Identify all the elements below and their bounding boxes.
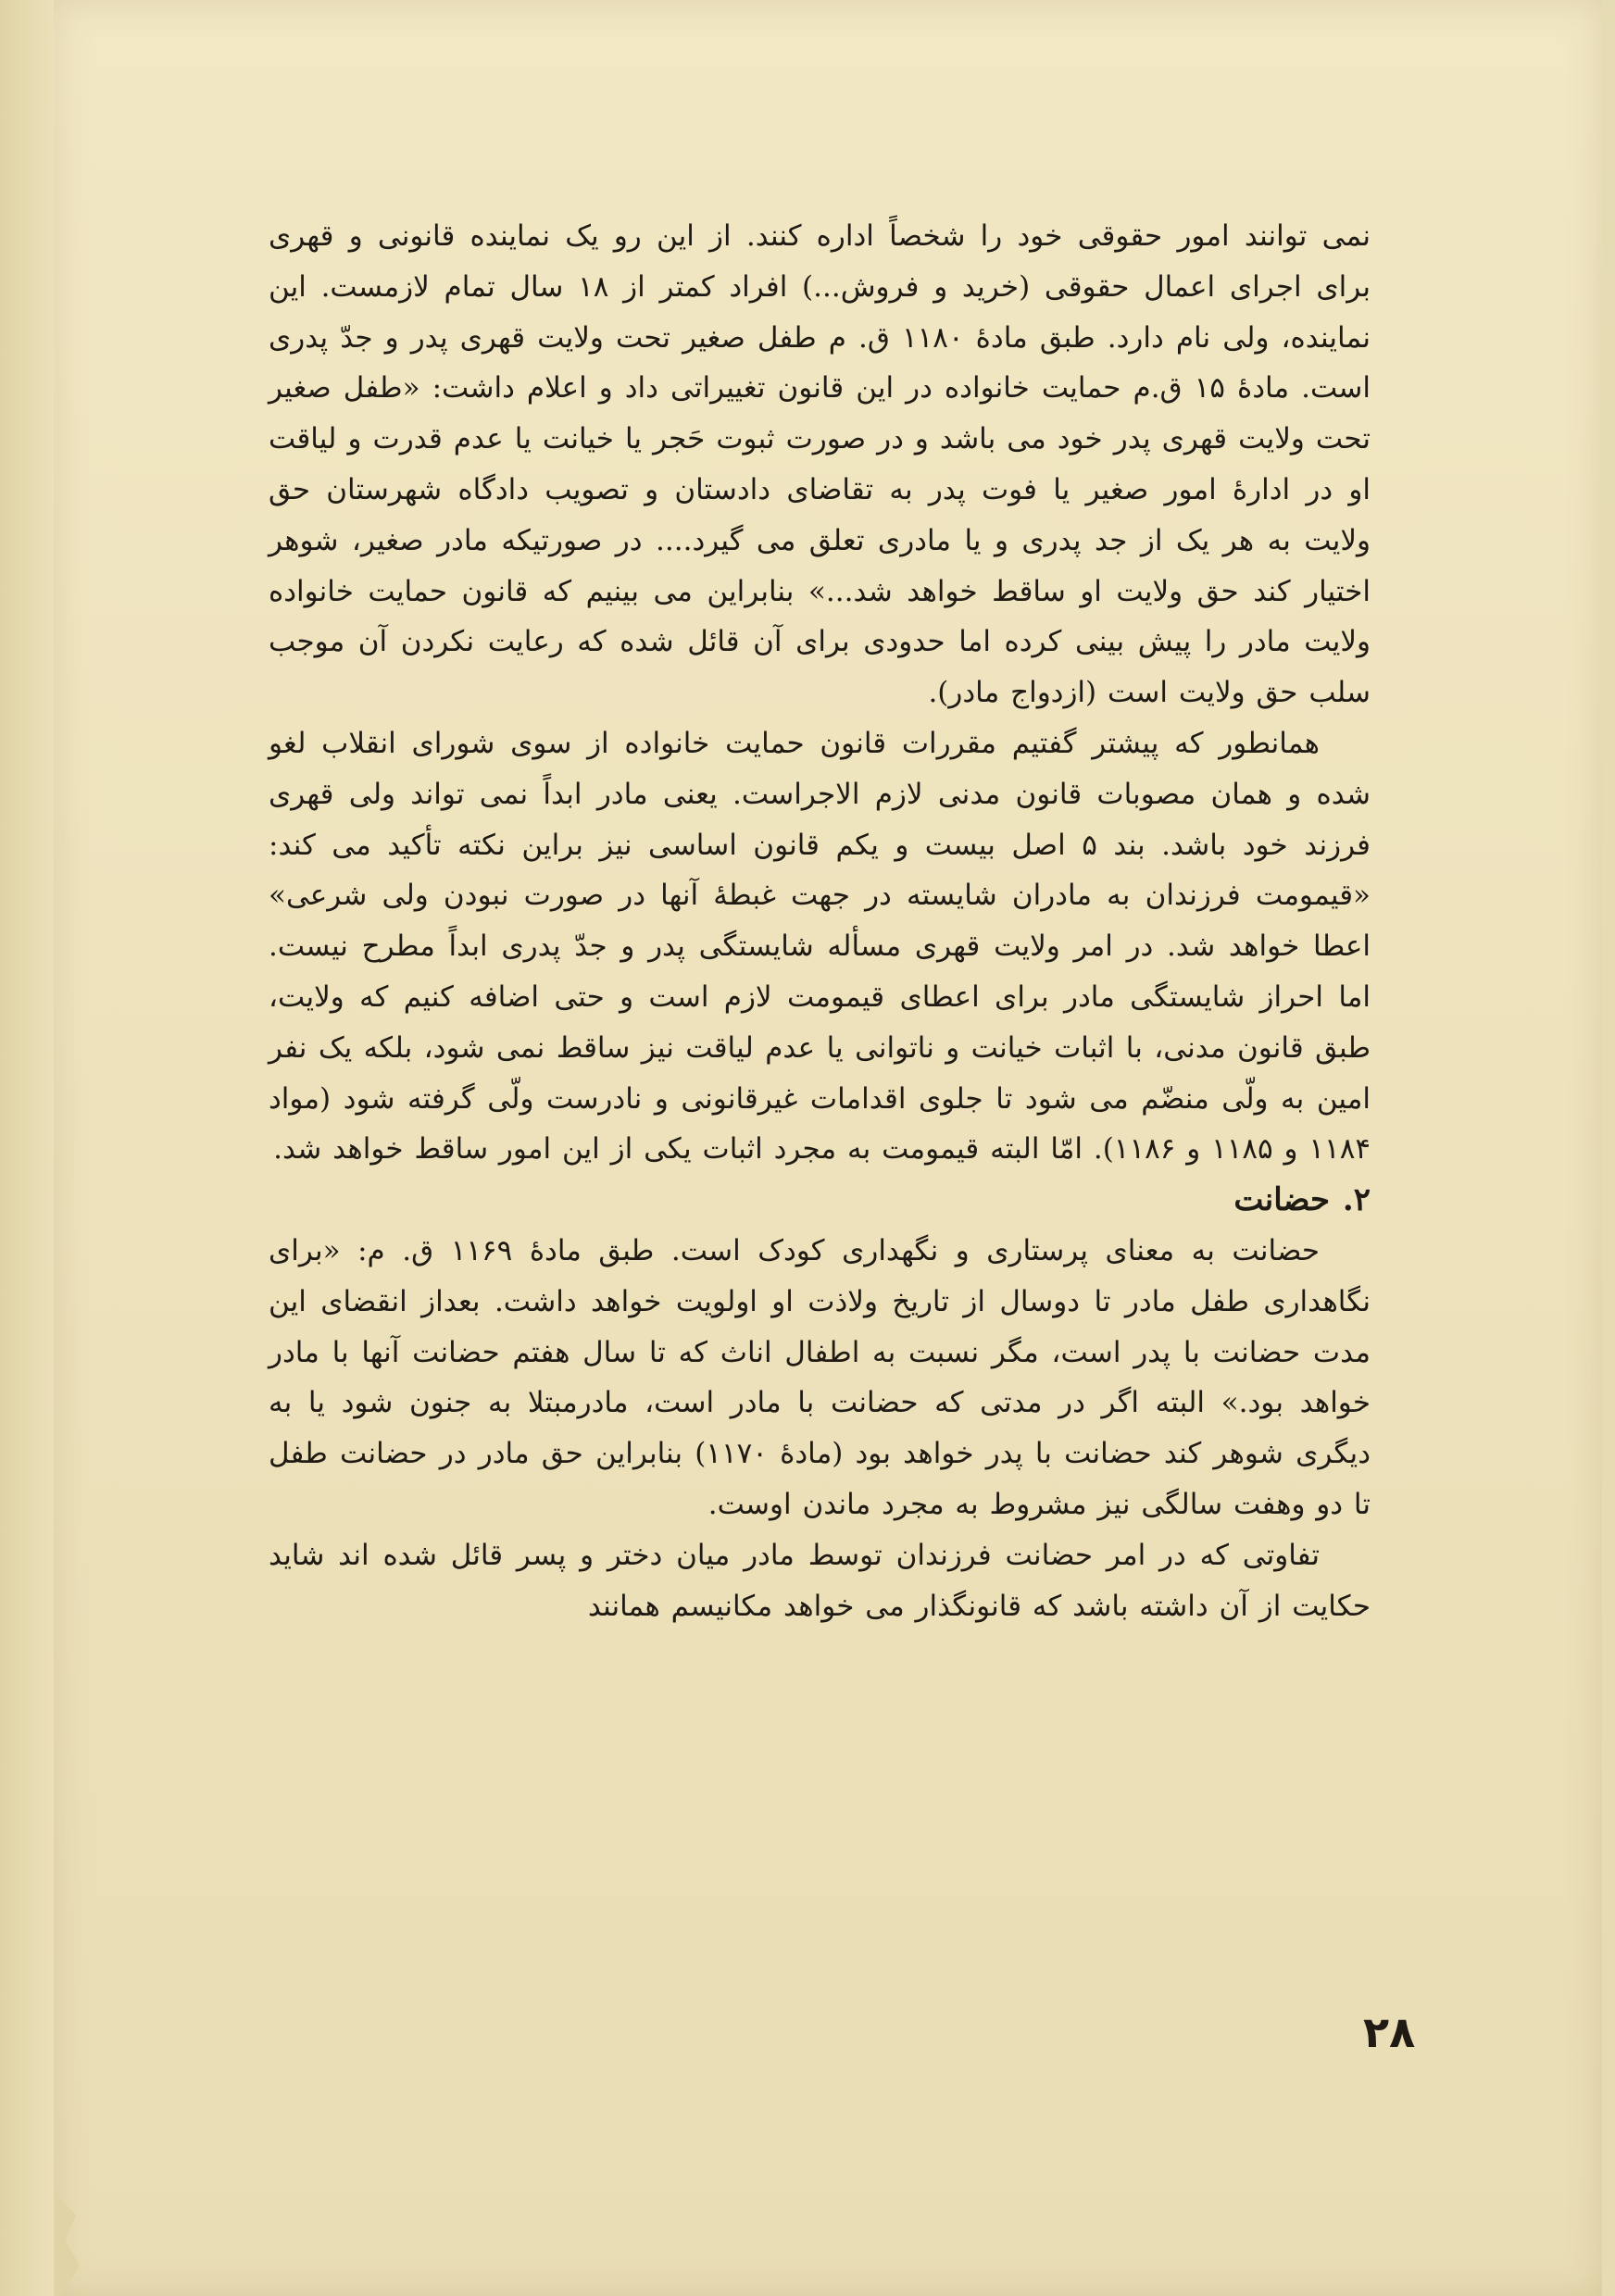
paragraph-revolution-council: همانطور که پیشتر گفتیم مقررات قانون حمایت خانواده از سوی شورای انقلاب لغو شده و همان مصوبات قانون مدنی لازم الاجراست. یعنی مادر ابداً نمی تواند ولی قهری فرزند خود باشد. بند ۵ اصل بیست و یکم قانون اساسی نیز براین نکته تأکید می کند: «قیمومت فرزندان به مادران شایسته در جهت غبطهٔ آنها در صورت نبودن ولی شرعی» اعطا خواهد شد. در امر ولایت قهری مسأله شایستگی پدر و جدّ پدری ابداً مطرح نیست. اما احراز شایستگی مادر برای اعطای قیمومت لازم است و حتی اضافه کنیم که ولایت، طبق قانون مدنی، با اثبات خیانت و ناتوانی یا عدم لیاقت نیز ساقط نمی شود، بلکه یک نفر امین به ولّی منضّم می شود تا جلوی اقدامات غیرقانونی و نادرست ولّی گرفته شود (مواد ۱۱۸۴ و ۱۱۸۵ و ۱۱۸۶). امّا البته قیمومت به مجرد اثبات یکی از این امور ساقط خواهد شد. bbox=[269, 726, 1371, 1167]
section-heading-custody: ۲. حضانت bbox=[1233, 1181, 1371, 1219]
paragraph-difference: تفاوتی که در امر حضانت فرزندان توسط مادر میان دختر و پسر قائل شده اند شاید حکایت از آن داشته باشد که قانونگذار می خواهد مکانیسم همانند bbox=[269, 1538, 1371, 1623]
page-number: ۲۸ bbox=[1363, 2007, 1416, 2057]
page-body bbox=[269, 211, 1371, 1631]
paragraph-custody: حضانت به معنای پرستاری و نگهداری کودک است. طبق مادهٔ ۱۱۶۹ ق. م: «برای نگاهداری طفل مادر تا دوسال از تاریخ ولاذت او اولویت خواهد داشت. بعداز انقضای این مدت حضانت با پدر است، مگر نسبت به اطفال اناث که تا سال هفتم حضانت آنها با مادر خواهد بود.» البته اگر در مدتی که حضانت با مادر است، مادرمبتلا به جنون شود یا به دیگری شوهر کند حضانت با پدر خواهد بود (مادهٔ ۱۱۷۰) بنابراین حق مادر در حضانت طفل تا دو وهفت سالگی نیز مشروط به مجرد ماندن اوست. bbox=[269, 1233, 1371, 1521]
scan-margin bbox=[0, 0, 54, 2296]
paragraph-guardianship: نمی توانند امور حقوقی خود را شخصاً اداره کنند. از این رو یک نماینده قانونی و قهری برای اجرای اعمال حقوقی (خرید و فروش...) افراد کمتر از ۱۸ سال تمام لازمست. این نماینده، ولی نام دارد. طبق مادهٔ ۱۱۸۰ ق. م طفل صغیر تحت ولایت قهری پدر و جدّ پدری است. مادهٔ ۱۵ ق.م حمایت خانواده در این قانون تغییراتی داد و اعلام داشت: «طفل صغیر تحت ولایت قهری پدر خود می باشد و در صورت ثبوت حَجر یا خیانت یا عدم قدرت و لیاقت او در ادارهٔ امور صغیر یا فوت پدر به تقاضای دادستان و تصویب دادگاه شهرستان حق ولایت به هر یک از جد پدری و یا مادری تعلق می گیرد.... در صورتیکه مادر صغیر، شوهر اختیار کند حق ولایت او ساقط خواهد شد...» بنابراین می بینیم که قانون حمایت خانواده ولایت مادر را پیش بینی کرده اما حدودی برای آن قائل شده که رعایت نکردن آن موجب سلب حق ولایت است (ازدواج مادر). bbox=[269, 219, 1371, 710]
